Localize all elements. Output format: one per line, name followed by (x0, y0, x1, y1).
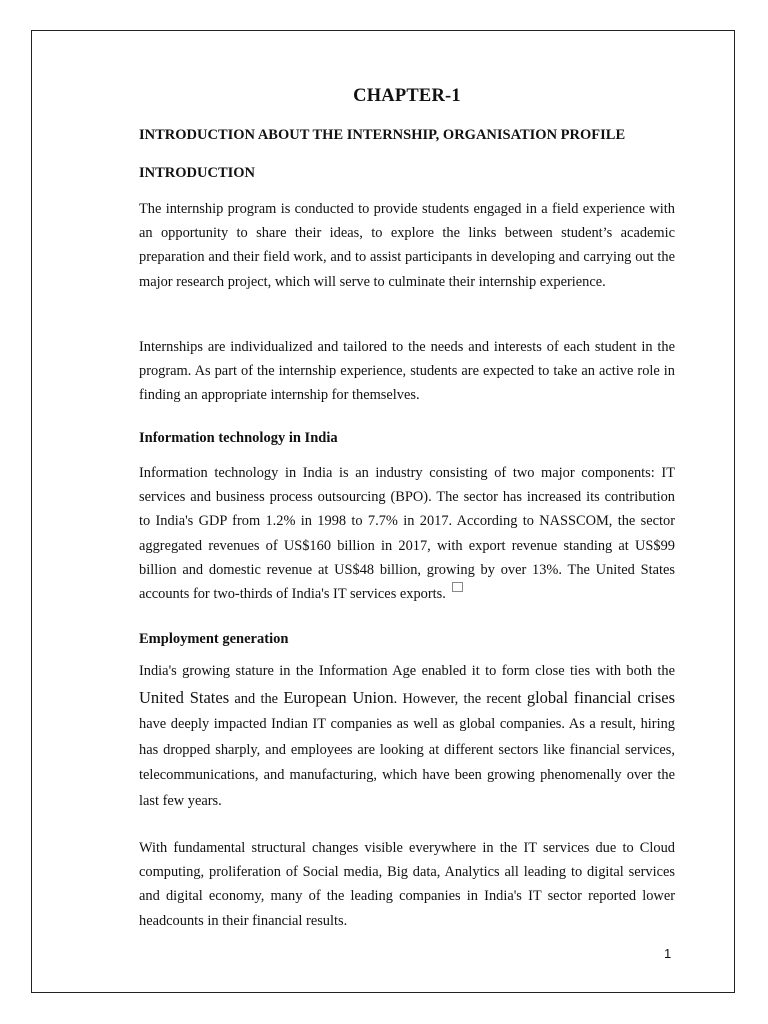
introduction-paragraph-2: Internships are individualized and tailored to the needs and interests of each student in the program. As part of the internship experience, students are expected to take an active role in finding an appropriate internship for themselves. (139, 339, 675, 404)
chapter-title: CHAPTER-1 (353, 86, 461, 106)
employment-paragraph-2: With fundamental structural changes visible everywhere in the IT services due to Cloud computing, proliferation of Social media, Big data, Analytics all leading to digital services and digital economy, many of the leading companies in India's IT sector reported lower headcounts in their financial results. (139, 840, 675, 929)
introduction-paragraph-1: The internship program is conducted to provide students engaged in a field experience with an opportunity to share their ideas, to explore the links between student’s academic preparation and their field work, and to assist participants in developing and carrying out the major research project, which will serve to culminate their internship experience. (139, 201, 675, 290)
employment-text-3: . However, the recent (393, 690, 527, 707)
it-india-heading: Information technology in India (139, 430, 338, 446)
it-india-paragraph (139, 461, 675, 606)
it-india-paragraph-text: Information technology in India is an industry consisting of two major components: IT services and business process outsourcing (BPO). The sector has increased its contribution to India's GDP from 1.2% in 1998 to 7.7% in 2017. According to NASSCOM, the sector aggregated revenues of US$160 billion in 2017, with export revenue standing at US$99 billion and domestic revenue at US$48 billion, growing by over 13%. The United States accounts for two-thirds of India's IT services exports. (139, 465, 675, 603)
reference-box-icon (452, 582, 463, 592)
employment-heading: Employment generation (139, 631, 289, 647)
link-global-financial-crises[interactable]: global financial crises (526, 687, 675, 707)
page-number: 1 (664, 946, 672, 961)
link-european-union[interactable]: European Union (283, 687, 394, 707)
employment-text-1: India's growing stature in the Information Age enabled it to form close ties with both the (139, 663, 675, 679)
introduction-heading: INTRODUCTION (139, 165, 256, 181)
section-title: INTRODUCTION ABOUT THE INTERNSHIP, ORGANISATION PROFILE (139, 127, 626, 143)
link-united-states[interactable]: United States (139, 687, 230, 707)
employment-paragraph-1 (139, 659, 675, 815)
employment-text-4: have deeply impacted Indian IT companies as well as global companies. As a result, hiring has dropped sharply, and employees are looking at different sectors like financial services, telecommunications, and manufacturing, which have been growing phenomenally over the last few years. (139, 716, 675, 809)
employment-text-2: and the (229, 690, 284, 707)
